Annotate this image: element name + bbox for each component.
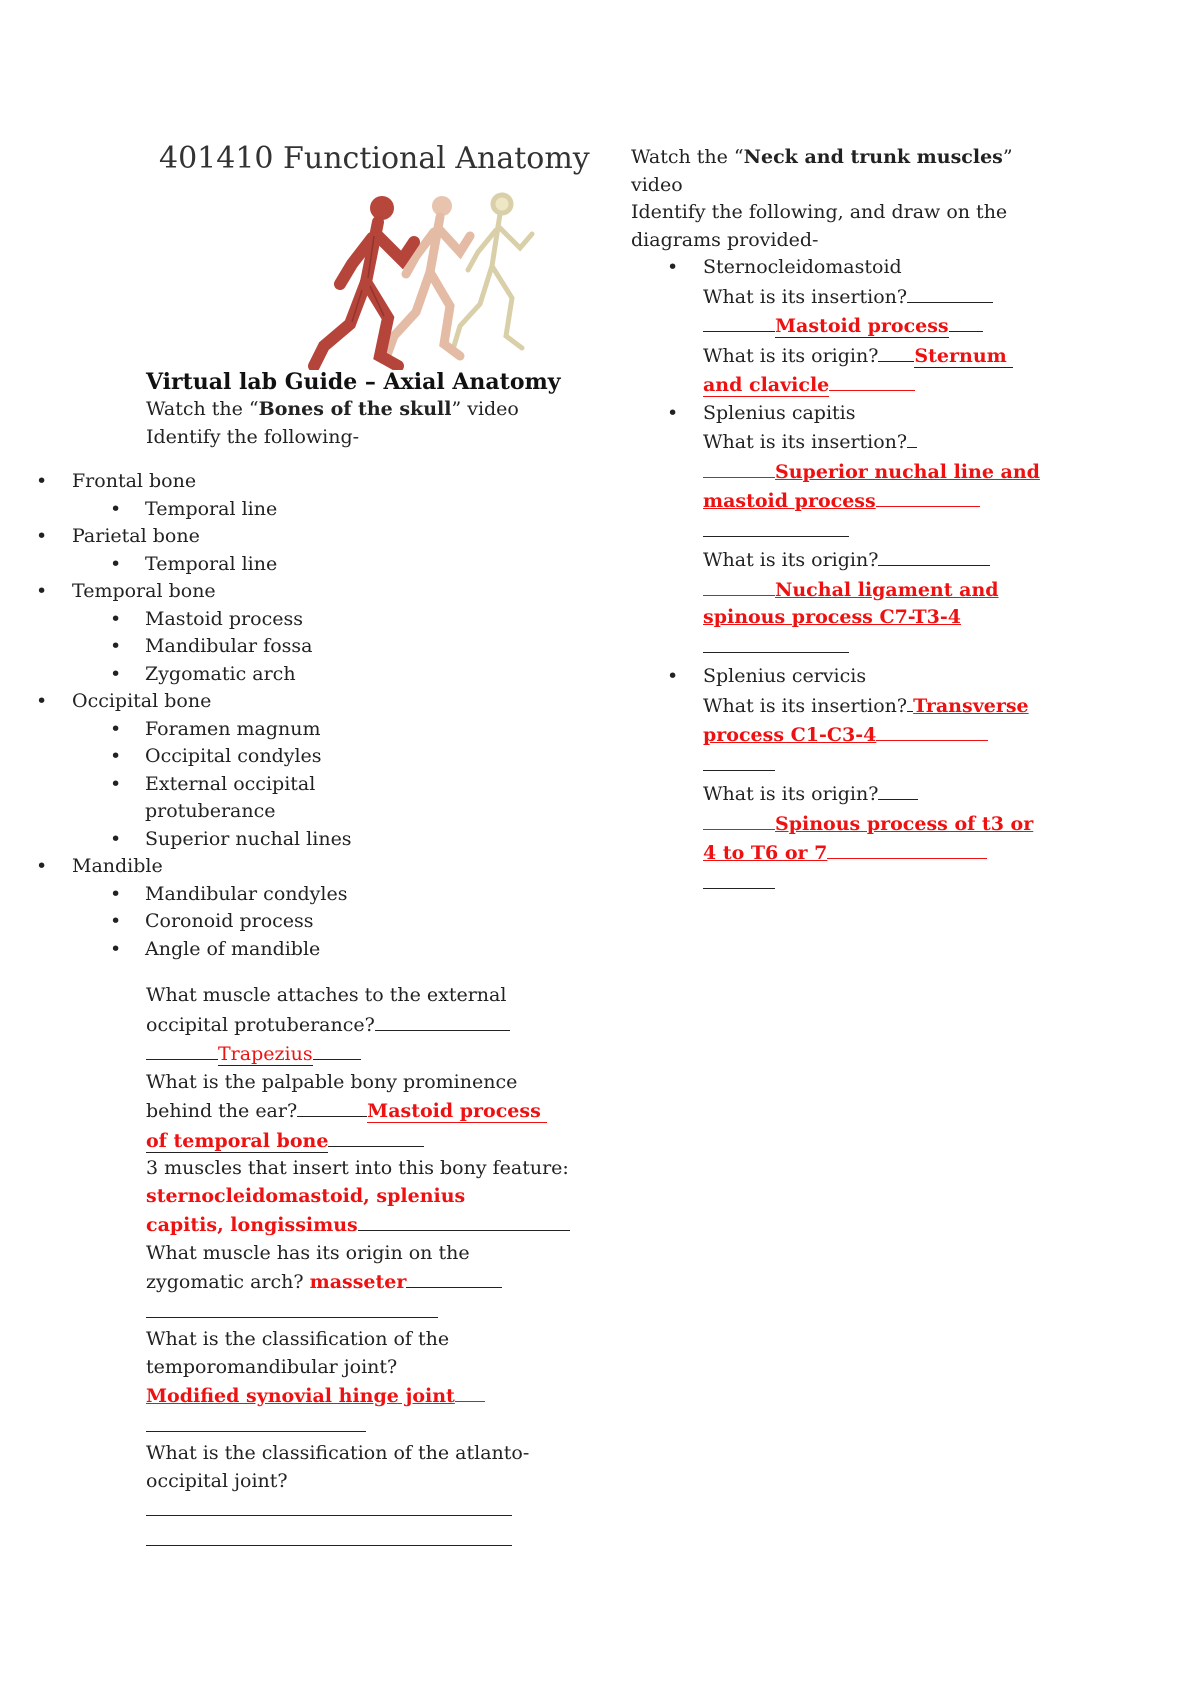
list-item: • Temporal line — [0, 496, 600, 524]
question-text: What is its insertion? — [631, 282, 1091, 312]
question-text: occipital protuberance? — [146, 1010, 570, 1040]
list-item: • Superior nuchal lines — [0, 826, 600, 854]
answer-text: Superior nuchal line and — [775, 460, 1040, 483]
list-item-continued: protuberance — [145, 800, 276, 822]
question-text: What muscle has its origin on the — [146, 1241, 470, 1264]
question-text: What muscle attaches to the external — [146, 984, 507, 1006]
question-text: behind the ear? Mastoid process — [146, 1096, 570, 1126]
identify-line: diagrams provided- — [631, 228, 819, 251]
answer-line — [631, 809, 1091, 839]
answer-text: capitis, longissimus — [146, 1214, 358, 1236]
list-item: • Foramen magnum — [0, 716, 600, 744]
answer-line — [146, 1210, 570, 1240]
skull-intro — [146, 396, 519, 451]
blank-line — [631, 750, 1091, 780]
list-item: • Splenius capitis — [667, 401, 856, 424]
identify-line: Identify the following, and draw on the — [631, 201, 1008, 223]
question-text: What is the classification of the atlanto- — [146, 1442, 530, 1464]
answer-line — [631, 457, 1091, 487]
list-item: • Temporal line — [0, 551, 600, 579]
list-item: • Sternocleidomastoid — [667, 256, 902, 278]
answer-line — [146, 1039, 570, 1069]
blank-line — [146, 1495, 570, 1525]
answer-text: process C1-C3-4 — [703, 724, 877, 746]
answer-line — [631, 311, 1091, 341]
bone-list — [0, 468, 600, 963]
list-item: • Temporal bone — [0, 578, 600, 606]
list-item: • Splenius cervicis — [667, 665, 867, 687]
answer-line — [631, 838, 1091, 868]
question-text: zygomatic arch? masseter — [146, 1267, 570, 1297]
list-item: • Zygomatic arch — [0, 661, 600, 689]
answer-text: and clavicle — [703, 374, 830, 396]
answer-text: Spinous process of t3 or — [775, 812, 1034, 835]
answer-line — [146, 1381, 570, 1411]
answer-line — [631, 720, 1091, 750]
answer-text: Nuchal ligament and — [775, 578, 999, 601]
answer-text: Sternum — [914, 345, 1012, 368]
answer-text: 4 to T6 or 7 — [703, 842, 828, 864]
page-title: 401410 Functional Anatomy — [159, 141, 590, 176]
list-item: • Occipital condyles — [0, 743, 600, 771]
muscle-intro — [631, 144, 1013, 254]
list-item: • Angle of mandible — [0, 936, 600, 964]
answer-text: Transverse — [913, 694, 1029, 717]
answer-line — [631, 604, 1091, 632]
watch-line: video — [631, 173, 683, 196]
blank-line — [146, 1297, 570, 1327]
watch-line: Watch the “Neck and trunk muscles” — [631, 146, 1013, 168]
question-text: What is its origin? — [631, 779, 1091, 809]
list-item: • Frontal bone — [0, 468, 600, 496]
blank-line — [631, 632, 1091, 662]
list-item: • Coronoid process — [0, 908, 600, 936]
question-text: What is its origin? — [631, 545, 1091, 575]
list-item: • Parietal bone — [0, 523, 600, 551]
answer-text: of temporal bone — [146, 1129, 329, 1152]
answer-text: spinous process C7-T3-4 — [703, 606, 961, 628]
question-text: What is its insertion? Transverse — [631, 691, 1091, 721]
question-text: What is its insertion? — [631, 427, 1091, 457]
answer-line — [631, 575, 1091, 605]
answer-text: masseter — [309, 1271, 407, 1293]
list-item: • Occipital bone — [0, 688, 600, 716]
answer-text: sternocleidomastoid, splenius — [146, 1184, 466, 1207]
lab-title: Virtual lab Guide – Axial Anatomy — [146, 369, 561, 395]
blank-line — [146, 1525, 570, 1555]
question-text: What is its origin? Sternum — [631, 341, 1091, 371]
list-item: • External occipital — [0, 771, 600, 799]
answer-line — [631, 370, 1091, 400]
answer-text: Trapezius — [218, 1043, 313, 1065]
video-title: Neck and trunk muscles — [743, 146, 1003, 168]
blank-line — [631, 868, 1091, 898]
watch-line: Watch the “Bones of the skull” video — [146, 398, 519, 420]
list-item: • Mandibular fossa — [0, 633, 600, 661]
list-item: • Mastoid process — [0, 606, 600, 634]
blank-line — [631, 516, 1091, 546]
answer-text: Modified synovial hinge joint — [146, 1385, 455, 1407]
question-text: temporomandibular joint? — [146, 1355, 398, 1378]
question-text: 3 muscles that insert into this bony feature: — [146, 1157, 569, 1179]
answer-line — [146, 1126, 570, 1156]
question-text: What is the palpable bony prominence — [146, 1070, 518, 1093]
list-item: • Mandible — [0, 853, 600, 881]
question-text: What is the classification of the — [146, 1328, 450, 1350]
blank-line — [146, 1411, 570, 1441]
answer-text: Mastoid process — [367, 1100, 547, 1123]
running-anatomy-figure — [274, 186, 594, 370]
list-item: • Mandibular condyles — [0, 881, 600, 909]
question-text: occipital joint? — [146, 1469, 288, 1492]
video-title: Bones of the skull — [258, 398, 452, 420]
skull-questions — [146, 982, 570, 1554]
answer-text: mastoid process — [703, 490, 876, 512]
answer-text: Mastoid process — [775, 315, 949, 337]
muscle-list — [631, 254, 1091, 897]
identify-line: Identify the following- — [146, 425, 360, 448]
answer-line — [631, 486, 1091, 516]
